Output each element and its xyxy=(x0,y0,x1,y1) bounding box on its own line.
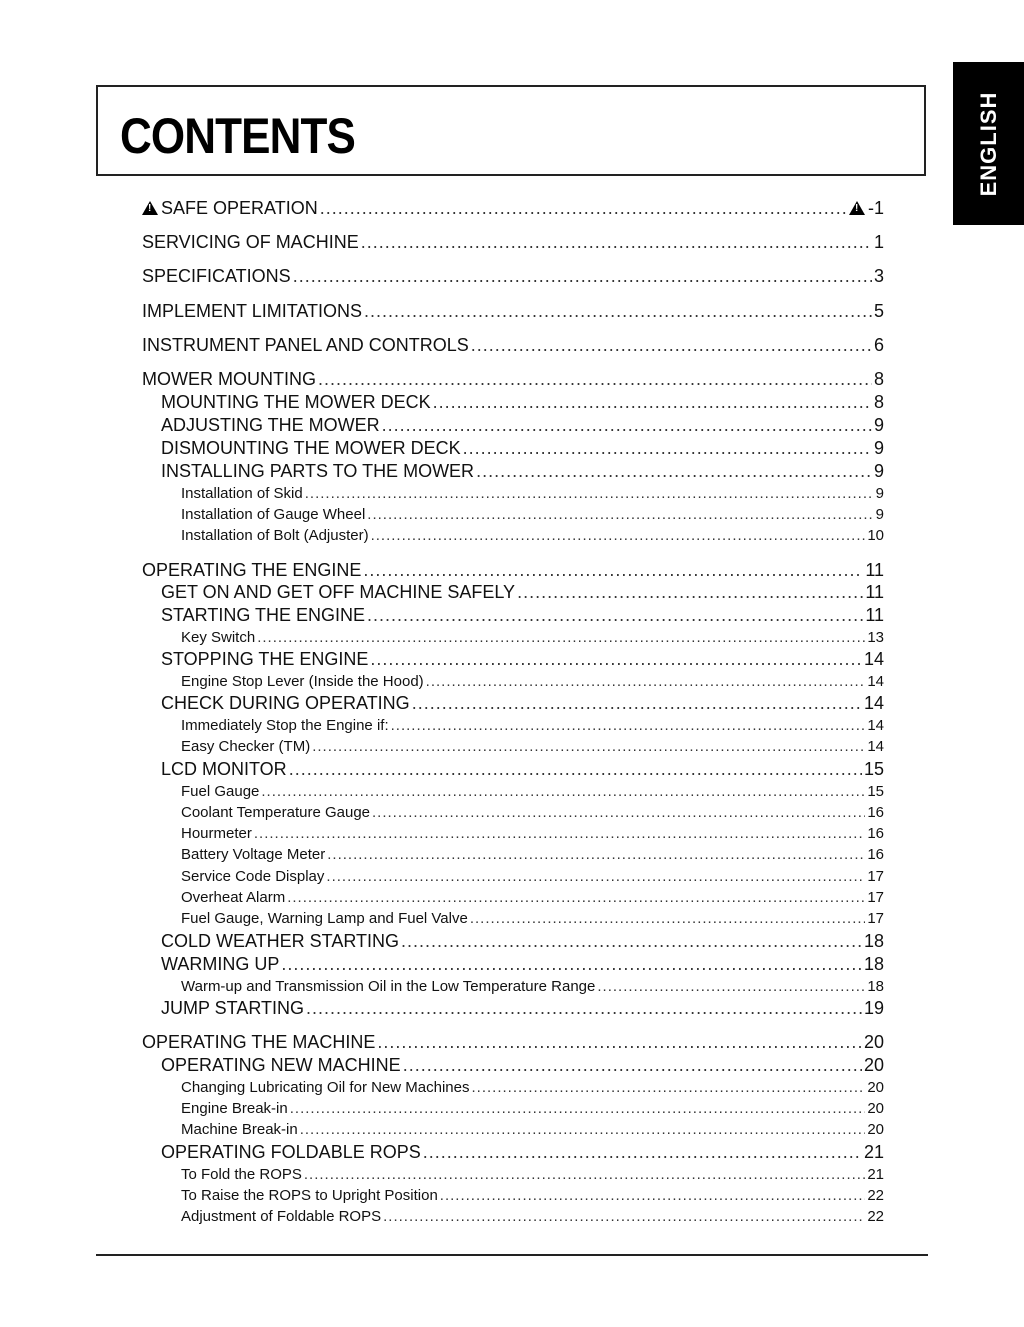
toc-entry-label xyxy=(142,232,359,253)
toc-entry[interactable] xyxy=(142,629,884,646)
page-number-text: 18 xyxy=(863,931,884,951)
dot-leader xyxy=(426,673,866,690)
toc-entry-label xyxy=(161,415,380,436)
toc-entry-text: Engine Stop Lever (Inside the Hood) xyxy=(181,673,424,690)
toc-entry-label xyxy=(142,301,362,322)
page-number-text: 14 xyxy=(863,649,884,669)
toc-entry[interactable] xyxy=(142,783,884,800)
toc-entry-text: Installation of Skid xyxy=(181,485,303,502)
toc-entry[interactable] xyxy=(142,335,884,356)
toc-entry-label xyxy=(161,759,287,780)
toc-entry-text: JUMP STARTING xyxy=(161,998,305,1018)
toc-entry-label xyxy=(181,506,365,523)
dot-leader xyxy=(471,335,872,356)
page-number-text: 8 xyxy=(873,369,884,389)
toc-page-number xyxy=(874,301,884,322)
toc-entry-text: Coolant Temperature Gauge xyxy=(181,804,371,821)
toc-entry-label xyxy=(161,1055,401,1076)
dot-leader xyxy=(470,910,865,927)
toc-page-number xyxy=(864,649,884,670)
toc-entry-text: WARMING UP xyxy=(161,954,280,974)
page-number-text: 9 xyxy=(875,485,884,502)
toc-entry[interactable] xyxy=(142,954,884,975)
toc-entry[interactable] xyxy=(142,649,884,670)
dot-leader xyxy=(382,415,872,436)
toc-entry[interactable] xyxy=(142,931,884,952)
page-number-text: 20 xyxy=(867,1100,884,1117)
toc-entry-label xyxy=(181,1121,298,1138)
dot-leader xyxy=(281,954,862,975)
toc-entry[interactable] xyxy=(142,232,884,253)
toc-entry-text: STARTING THE ENGINE xyxy=(161,605,366,625)
page-number-text: 16 xyxy=(867,804,884,821)
toc-entry-label xyxy=(181,910,468,927)
page-number-text: 13 xyxy=(867,629,884,646)
toc-entry[interactable] xyxy=(142,1079,884,1096)
toc-entry-text: INSTRUMENT PANEL AND CONTROLS xyxy=(142,335,469,355)
toc-entry-text: LCD MONITOR xyxy=(161,759,287,779)
toc-entry-label xyxy=(161,998,304,1019)
dot-leader xyxy=(463,438,872,459)
toc-entry[interactable] xyxy=(142,804,884,821)
toc-page-number xyxy=(876,506,884,523)
toc-entry-text: SERVICING OF MACHINE xyxy=(142,232,359,252)
toc-entry[interactable] xyxy=(142,1142,884,1163)
toc-page-number xyxy=(867,1079,884,1096)
dot-leader xyxy=(412,693,862,714)
toc-page-number xyxy=(874,392,884,413)
toc-entry-label xyxy=(161,931,399,952)
toc-entry[interactable] xyxy=(142,717,884,734)
dot-leader xyxy=(257,629,865,646)
footer-divider xyxy=(96,1254,928,1256)
toc-entry-text: Machine Break-in xyxy=(181,1121,298,1138)
dot-leader xyxy=(304,1166,865,1183)
toc-entry[interactable] xyxy=(142,1055,884,1076)
dot-leader xyxy=(372,804,865,821)
toc-entry-label xyxy=(181,1187,438,1204)
dot-leader xyxy=(403,1055,862,1076)
toc-entry-text: Warm-up and Transmission Oil in the Low Temperature Range xyxy=(181,978,596,995)
dot-leader xyxy=(371,527,866,544)
page-number-text: 19 xyxy=(863,998,884,1018)
toc-entry-text: Installation of Gauge Wheel xyxy=(181,506,366,523)
toc-entry[interactable] xyxy=(142,868,884,885)
toc-entry[interactable] xyxy=(142,1100,884,1117)
toc-entry-text: Immediately Stop the Engine if: xyxy=(181,717,389,734)
contents-title-box xyxy=(96,85,926,176)
page-number-text: 1 xyxy=(873,232,884,252)
toc-page-number xyxy=(867,673,884,690)
toc-entry[interactable] xyxy=(142,438,884,459)
dot-leader xyxy=(289,759,862,780)
toc-entry-label xyxy=(161,392,431,413)
toc-page-number xyxy=(867,1187,884,1204)
dot-leader xyxy=(391,717,866,734)
toc-entry-label xyxy=(142,1032,375,1053)
toc-page-number xyxy=(867,846,884,863)
page-number-text: 11 xyxy=(865,605,884,625)
toc-entry-label xyxy=(161,954,279,975)
page-number-text: 15 xyxy=(863,759,884,779)
toc-entry-label xyxy=(181,825,252,842)
toc-entry[interactable] xyxy=(142,560,884,581)
toc-page-number xyxy=(864,693,884,714)
page-number-text: 5 xyxy=(873,301,884,321)
page-number-text: 8 xyxy=(873,392,884,412)
toc-entry-text: Battery Voltage Meter xyxy=(181,846,326,863)
dot-leader xyxy=(361,232,872,253)
dot-leader xyxy=(327,846,865,863)
toc-page-number xyxy=(867,1208,884,1225)
toc-entry[interactable] xyxy=(142,461,884,482)
toc-entry-label xyxy=(181,1079,469,1096)
toc-entry-text: GET ON AND GET OFF MACHINE SAFELY xyxy=(161,582,516,602)
page-number-text: 20 xyxy=(867,1121,884,1138)
toc-page-number xyxy=(867,527,884,544)
dot-leader xyxy=(423,1142,862,1163)
toc-entry-text: SPECIFICATIONS xyxy=(142,266,291,286)
toc-entry-text: Key Switch xyxy=(181,629,256,646)
toc-page-number xyxy=(865,582,884,603)
toc-entry-text: OPERATING FOLDABLE ROPS xyxy=(161,1142,421,1162)
dot-leader xyxy=(433,392,872,413)
dot-leader xyxy=(377,1032,862,1053)
dot-leader xyxy=(401,931,862,952)
language-tab-label: ENGLISH xyxy=(975,91,1001,196)
page-number-text: 3 xyxy=(873,266,884,286)
toc-page-number xyxy=(867,1121,884,1138)
toc-page-number xyxy=(849,198,884,219)
toc-entry-text: Fuel Gauge, Warning Lamp and Fuel Valve xyxy=(181,910,468,927)
toc-entry-label xyxy=(181,868,324,885)
toc-page-number xyxy=(867,910,884,927)
toc-entry[interactable] xyxy=(142,1208,884,1225)
toc-page-number xyxy=(867,804,884,821)
toc-entry-label xyxy=(181,485,303,502)
page-number-text: 9 xyxy=(873,461,884,481)
page-number-text: 17 xyxy=(867,868,884,885)
toc-entry-text: ADJUSTING THE MOWER xyxy=(161,415,380,435)
toc-page-number xyxy=(874,415,884,436)
toc-entry[interactable] xyxy=(142,198,884,219)
page-number-text: 9 xyxy=(875,506,884,523)
warning-triangle-icon xyxy=(142,201,158,215)
toc-page-number xyxy=(867,629,884,646)
toc-page-number xyxy=(867,1166,884,1183)
dot-leader xyxy=(476,461,872,482)
toc-page-number xyxy=(874,438,884,459)
page-number-text: 9 xyxy=(873,415,884,435)
toc-entry-label xyxy=(181,629,255,646)
page-number-text: 20 xyxy=(867,1079,884,1096)
toc-entry[interactable] xyxy=(142,527,884,544)
toc-entry-text: Fuel Gauge xyxy=(181,783,260,800)
toc-entry-text: Installation of Bolt (Adjuster) xyxy=(181,527,369,544)
toc-entry[interactable] xyxy=(142,693,884,714)
toc-entry-text: INSTALLING PARTS TO THE MOWER xyxy=(161,461,475,481)
toc-entry-label xyxy=(181,889,285,906)
toc-entry-label xyxy=(161,605,365,626)
toc-entry-text: To Fold the ROPS xyxy=(181,1166,302,1183)
toc-page-number xyxy=(874,266,884,287)
toc-page-number xyxy=(867,738,884,755)
toc-entry-text: OPERATING THE ENGINE xyxy=(142,560,362,580)
toc-entry-label xyxy=(181,1166,302,1183)
toc-entry-text: OPERATING THE MACHINE xyxy=(142,1032,376,1052)
page-number-text: 9 xyxy=(873,438,884,458)
toc-entry-label xyxy=(181,846,325,863)
toc-entry-label xyxy=(161,438,461,459)
toc-entry[interactable] xyxy=(142,738,884,755)
dot-leader xyxy=(370,649,862,670)
toc-page-number xyxy=(865,560,884,581)
language-tab xyxy=(953,62,1024,225)
toc-entry-label xyxy=(181,717,389,734)
toc-entry[interactable] xyxy=(142,266,884,287)
dot-leader xyxy=(305,485,874,502)
toc-entry-text: OPERATING NEW MACHINE xyxy=(161,1055,401,1075)
toc-page-number xyxy=(864,1142,884,1163)
toc-entry[interactable] xyxy=(142,392,884,413)
dot-leader xyxy=(364,301,872,322)
toc-entry-text: To Raise the ROPS to Upright Position xyxy=(181,1187,438,1204)
dot-leader xyxy=(326,868,865,885)
toc-page-number xyxy=(864,998,884,1019)
toc-page-number xyxy=(867,1100,884,1117)
dot-leader xyxy=(293,266,872,287)
page-number-text: 14 xyxy=(863,693,884,713)
page-number-text: 22 xyxy=(867,1187,884,1204)
toc-entry[interactable] xyxy=(142,506,884,523)
toc-page-number xyxy=(867,889,884,906)
dot-leader xyxy=(367,605,863,626)
dot-leader xyxy=(300,1121,866,1138)
toc-entry[interactable] xyxy=(142,673,884,690)
page-number-text: 14 xyxy=(867,738,884,755)
dot-leader xyxy=(471,1079,865,1096)
toc-page-number xyxy=(865,605,884,626)
toc-entry-label xyxy=(142,335,469,356)
page-number-text: 14 xyxy=(867,717,884,734)
toc-entry-label xyxy=(142,266,291,287)
page-number-text: 20 xyxy=(863,1055,884,1075)
toc-page-number xyxy=(874,232,884,253)
dot-leader xyxy=(261,783,865,800)
dot-leader xyxy=(312,738,865,755)
dot-leader xyxy=(517,582,863,603)
toc-page-number xyxy=(874,461,884,482)
warning-triangle-icon xyxy=(849,201,865,215)
toc-entry-label xyxy=(142,198,318,219)
toc-entry-label xyxy=(181,738,310,755)
toc-entry[interactable] xyxy=(142,1121,884,1138)
toc-entry[interactable] xyxy=(142,485,884,502)
toc-entry-text: CHECK DURING OPERATING xyxy=(161,693,410,713)
page-title: CONTENTS xyxy=(120,108,355,164)
toc-entry-label xyxy=(161,582,515,603)
toc-page-number xyxy=(867,978,884,995)
page-number-text: 11 xyxy=(865,560,884,580)
toc-page-number xyxy=(867,717,884,734)
toc-entry-text: Changing Lubricating Oil for New Machines xyxy=(181,1079,470,1096)
page-number-text: 14 xyxy=(867,673,884,690)
toc-page-number xyxy=(874,335,884,356)
toc-entry-label xyxy=(181,978,595,995)
dot-leader xyxy=(440,1187,866,1204)
page-number-text: 17 xyxy=(867,889,884,906)
toc-entry[interactable] xyxy=(142,978,884,995)
toc-entry[interactable] xyxy=(142,759,884,780)
toc-entry-label xyxy=(161,1142,421,1163)
toc-entry-label xyxy=(142,369,316,390)
dot-leader xyxy=(254,825,865,842)
page-number-text: 21 xyxy=(863,1142,884,1162)
dot-leader xyxy=(363,560,863,581)
dot-leader xyxy=(383,1208,865,1225)
toc-page-number xyxy=(867,825,884,842)
page-number-text: 22 xyxy=(867,1208,884,1225)
page-number-text: 15 xyxy=(867,783,884,800)
dot-leader xyxy=(367,506,873,523)
toc-page-number xyxy=(864,1032,884,1053)
toc-entry-text: Easy Checker (TM) xyxy=(181,738,311,755)
toc-entry-text: Adjustment of Foldable ROPS xyxy=(181,1208,382,1225)
toc-entry-text: Hourmeter xyxy=(181,825,252,842)
toc-entry-text: Overheat Alarm xyxy=(181,889,286,906)
toc-entry-label xyxy=(181,783,259,800)
toc-entry-label xyxy=(161,693,410,714)
toc-page-number xyxy=(864,954,884,975)
toc-entry[interactable] xyxy=(142,1187,884,1204)
toc-entry-text: MOUNTING THE MOWER DECK xyxy=(161,392,431,412)
toc-entry-text: Engine Break-in xyxy=(181,1100,288,1117)
toc-entry[interactable] xyxy=(142,1032,884,1053)
toc-entry-text: COLD WEATHER STARTING xyxy=(161,931,400,951)
toc-page-number xyxy=(864,931,884,952)
toc-entry[interactable] xyxy=(142,301,884,322)
toc-entry-label xyxy=(161,649,368,670)
dot-leader xyxy=(306,998,862,1019)
toc-entry-text: Service Code Display xyxy=(181,868,325,885)
page-number-text: 16 xyxy=(867,825,884,842)
toc-entry-label xyxy=(181,527,369,544)
page-number-text: 11 xyxy=(865,582,884,602)
toc-entry-label xyxy=(181,1100,288,1117)
toc-entry[interactable] xyxy=(142,910,884,927)
toc-entry[interactable] xyxy=(142,415,884,436)
page-number-text: 10 xyxy=(867,527,884,544)
toc-entry[interactable] xyxy=(142,825,884,842)
dot-leader xyxy=(318,369,872,390)
toc-page-number xyxy=(876,485,884,502)
toc-page-number xyxy=(867,868,884,885)
toc-page-number xyxy=(867,783,884,800)
toc-entry-label xyxy=(181,1208,381,1225)
toc-entry-text: DISMOUNTING THE MOWER DECK xyxy=(161,438,461,458)
page-number-text: 16 xyxy=(867,846,884,863)
toc-entry[interactable] xyxy=(142,889,884,906)
toc-page-number xyxy=(864,759,884,780)
page-number-text: 6 xyxy=(873,335,884,355)
page-number-text: 20 xyxy=(863,1032,884,1052)
page-number-text: 21 xyxy=(867,1166,884,1183)
toc-entry-label xyxy=(142,560,361,581)
toc-entry[interactable] xyxy=(142,605,884,626)
toc-page-number xyxy=(874,369,884,390)
toc-entry-label xyxy=(181,673,424,690)
toc-entry-text: MOWER MOUNTING xyxy=(142,369,316,389)
page-number-text: 18 xyxy=(863,954,884,974)
dot-leader xyxy=(287,889,865,906)
dot-leader xyxy=(597,978,865,995)
page-number-text: 18 xyxy=(867,978,884,995)
toc-entry[interactable] xyxy=(142,1166,884,1183)
dot-leader xyxy=(320,198,847,219)
toc-entry-label xyxy=(181,804,370,821)
toc-entry[interactable] xyxy=(142,998,884,1019)
page-number-text: 17 xyxy=(867,910,884,927)
toc-page-number xyxy=(864,1055,884,1076)
toc-entry-text: STOPPING THE ENGINE xyxy=(161,649,369,669)
toc-entry-text: IMPLEMENT LIMITATIONS xyxy=(142,301,363,321)
toc-entry[interactable] xyxy=(142,846,884,863)
toc-entry[interactable] xyxy=(142,369,884,390)
toc-entry-text: SAFE OPERATION xyxy=(161,198,318,218)
toc-entry[interactable] xyxy=(142,582,884,603)
dot-leader xyxy=(290,1100,866,1117)
page-number-text: -1 xyxy=(867,198,884,218)
toc-entry-label xyxy=(161,461,474,482)
